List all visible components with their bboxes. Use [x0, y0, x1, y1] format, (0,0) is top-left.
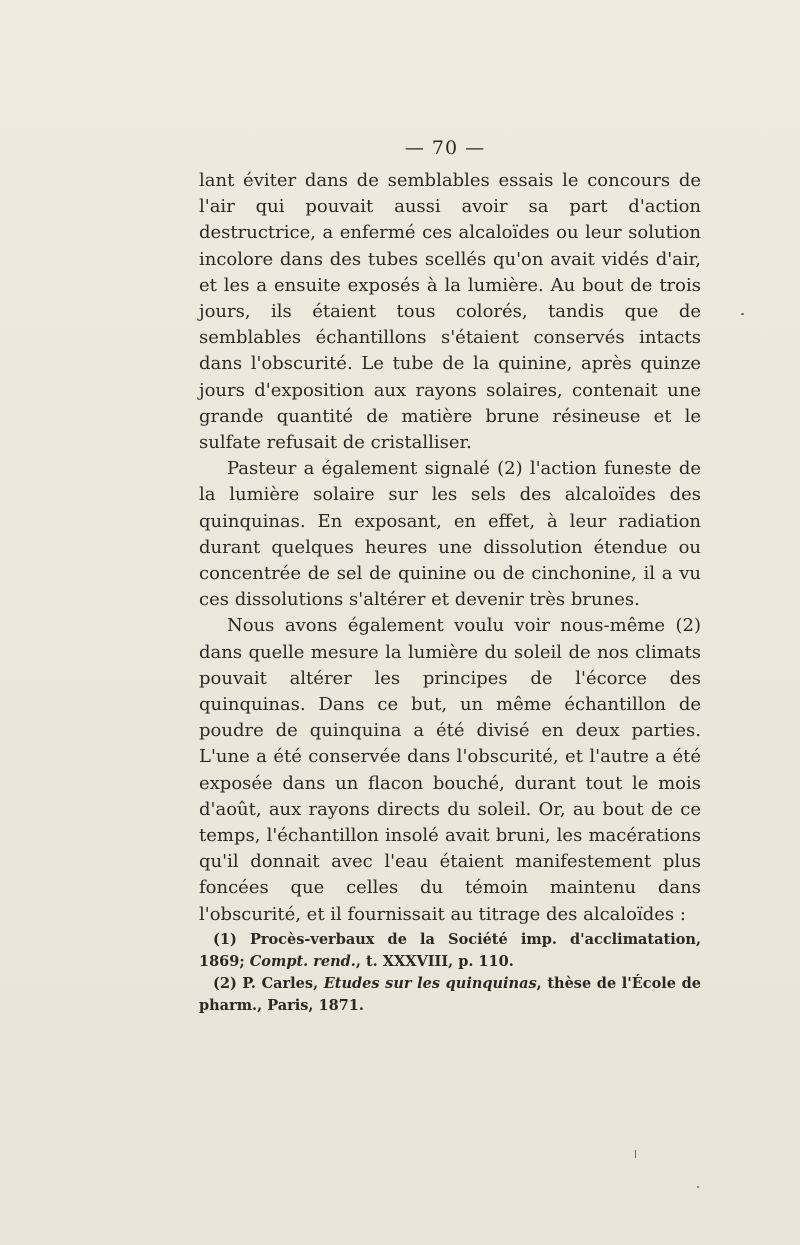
footnote-2-text: (2) P. Carles, — [213, 975, 324, 992]
page-number: — 70 — — [404, 137, 486, 159]
paper-speck — [741, 313, 744, 315]
paper-speck — [635, 1150, 636, 1158]
footnote-2-ref: , thèse de l'École de pharm., Paris, 1871. — [199, 975, 701, 1014]
paragraph-3: Nous avons également voulu voir nous-même (2) dans quelle mesure la lumière du soleil de nos climats pouvait altérer les principes de l'écorce des quinquinas. Dans ce but, un même échantillon de poudre de quinquina a été divisé en deux parties. L'une a été conservée dans l'obscurité, et l'autre a été exposée dans un flacon bouché, durant tout le mois d'août, aux rayons directs du soleil. Or, au bout de ce temps, l'échantillon insolé avait bruni, les macérations qu'il donnait avec l'eau étaient manifestement plus foncées que celles du témoin maintenu dans l'obscurité, et il fournissait au titrage des alcaloïdes : — [199, 615, 701, 925]
footnotes — [199, 929, 701, 1017]
paragraph-2: Pasteur a également signalé (2) l'action funeste de la lumière solaire sur les sels des alcaloïdes des quinquinas. En exposant, en effet, à leur radiation durant quelques heures une dissolution étendue ou concentrée de sel de quinine ou de cinchonine, il a vu ces dissolutions s'altérer et devenir très brunes. — [199, 458, 701, 611]
paragraph-1: lant éviter dans de semblables essais le concours de l'air qui pouvait aussi avoir sa part d'action destructrice, a enfermé ces alcaloïdes ou leur solution incolore dans des tubes scellés qu'on avait vidés d'air, et les a ensuite exposés à la lumière. Au bout de trois jours, ils étaient tous colorés, tandis que de semblables échantillons s'étaient conservés intacts dans l'obscurité. Le tube de la quinine, après quinze jours d'exposition aux rayons solaires, contenait une grande quantité de matière brune résineuse et le sulfate refusait de cristalliser. — [199, 170, 701, 454]
footnote-1-ref: , t. XXXVIII, p. 110. — [355, 953, 514, 970]
footnote-2-italic: Etudes sur les quinquinas — [323, 975, 537, 992]
footnote-1-text: (1) Procès-verbaux de la Société imp. d'acclimatation, 1869; — [199, 931, 701, 970]
paper-speck — [697, 1186, 699, 1188]
footnote-1-italic: Compt. rend. — [249, 953, 356, 970]
footnote-2 — [199, 973, 701, 1017]
body-text — [199, 168, 701, 928]
footnote-1 — [199, 929, 701, 973]
